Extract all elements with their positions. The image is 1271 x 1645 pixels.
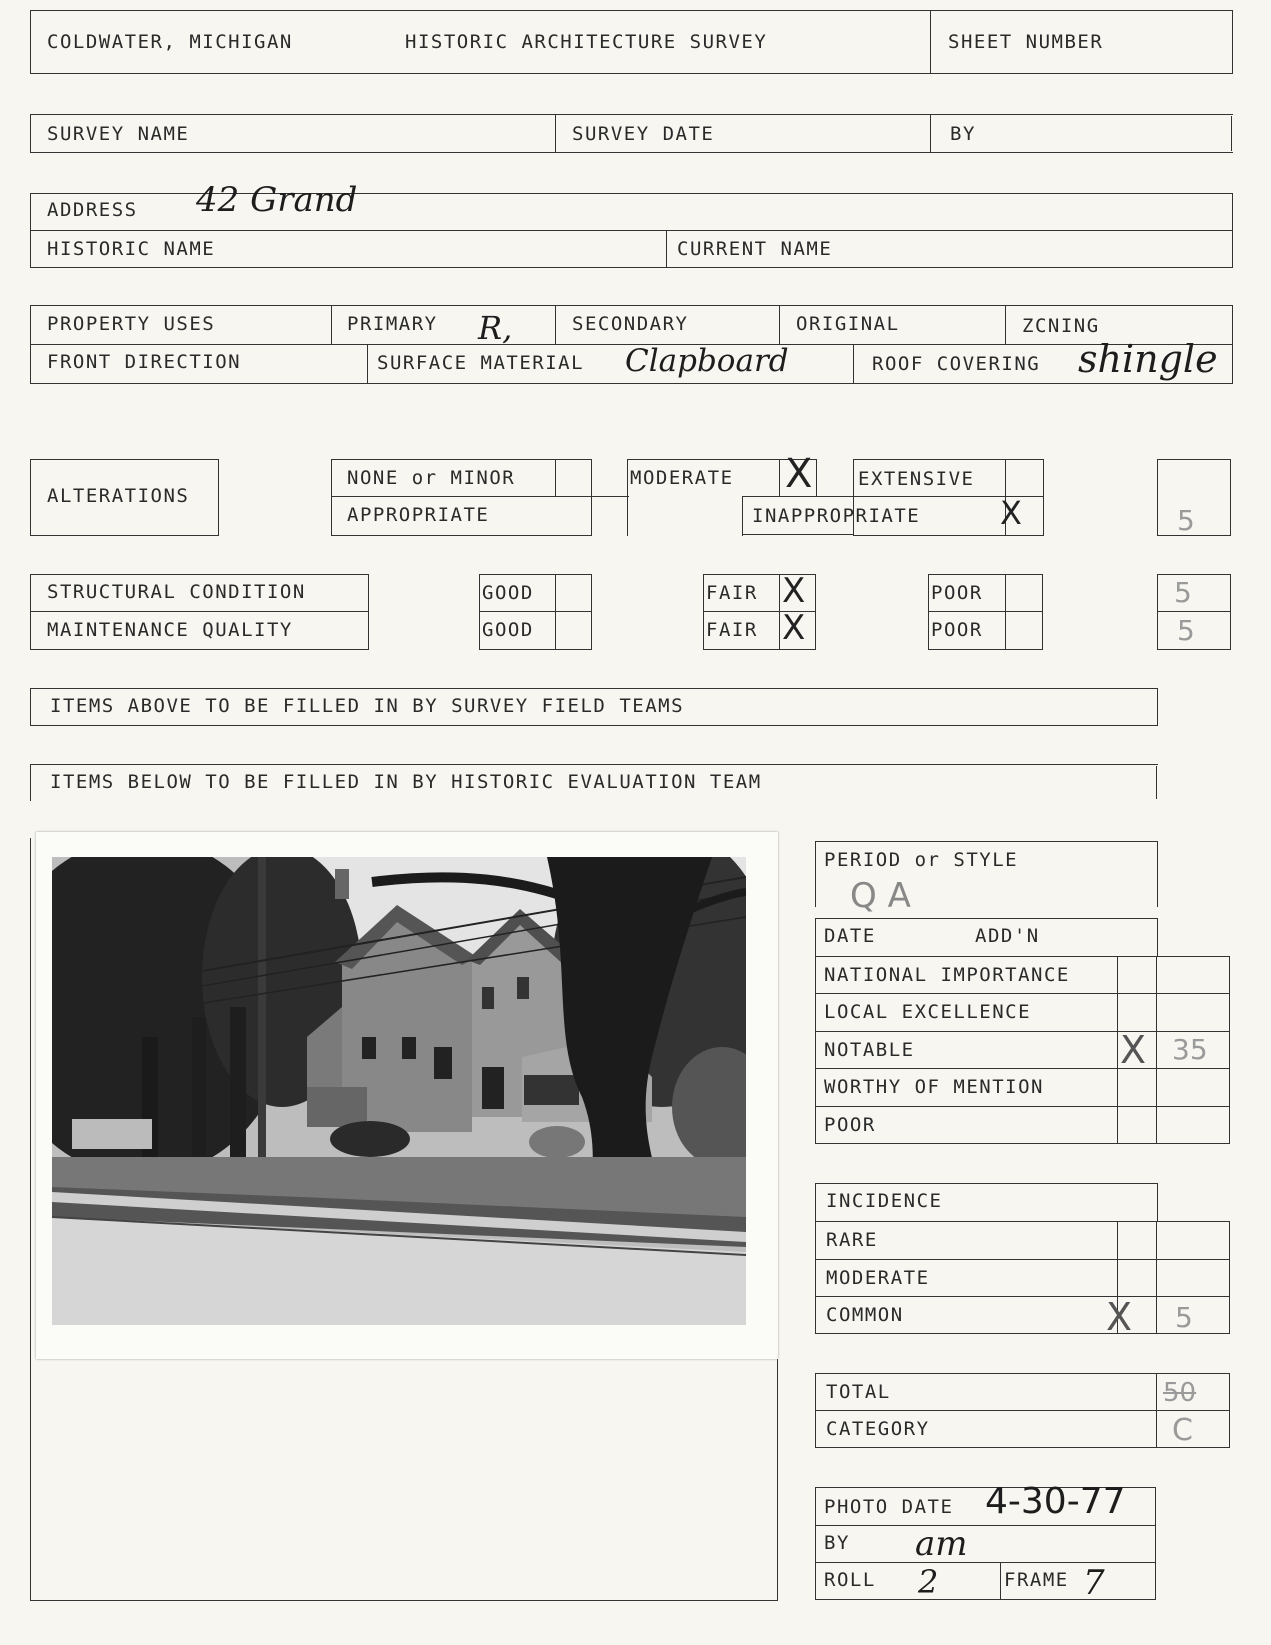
- survey-name-label: SURVEY NAME: [47, 123, 190, 145]
- survey-date-label: SURVEY DATE: [572, 123, 715, 145]
- maintenance-good-option: GOOD: [482, 619, 534, 641]
- good-check-divider: [555, 574, 556, 650]
- extensive-option: EXTENSIVE: [858, 468, 975, 490]
- national-importance-label: NATIONAL IMPORTANCE: [824, 964, 1070, 986]
- importance-row-1: [815, 993, 1230, 994]
- total-label: TOTAL: [826, 1381, 891, 1403]
- uses-divider-6: [853, 344, 854, 384]
- structural-condition-label: STRUCTURAL CONDITION: [47, 581, 306, 603]
- maintenance-quality-label: MAINTENANCE QUALITY: [47, 619, 293, 641]
- common-label: COMMON: [826, 1304, 904, 1326]
- maintenance-fair-option: FAIR: [706, 619, 758, 641]
- category-label: CATEGORY: [826, 1418, 930, 1440]
- photo-date-value: 4-30-77: [985, 1481, 1126, 1522]
- property-uses-label: PROPERTY USES: [47, 313, 216, 335]
- uses-divider-4: [1005, 305, 1006, 344]
- uses-divider-2: [555, 305, 556, 344]
- importance-row-3: [815, 1068, 1230, 1069]
- local-excellence-label: LOCAL EXCELLENCE: [824, 1001, 1032, 1023]
- totals-value-divider: [1156, 1373, 1157, 1448]
- period-style-value: Q A: [850, 876, 911, 916]
- evaluation-note-right: [1156, 766, 1157, 799]
- zoning-label: ZCNING: [1022, 315, 1100, 337]
- incidence-moderate-label: MODERATE: [826, 1267, 930, 1289]
- inappropriate-bottom-line: [742, 534, 853, 535]
- condition-row-divider: [30, 611, 369, 612]
- primary-value: R,: [478, 309, 513, 347]
- incidence-score-divider: [1156, 1221, 1157, 1334]
- structural-fair-check-mark: X: [782, 571, 806, 611]
- notable-label: NOTABLE: [824, 1039, 915, 1061]
- total-value: 50: [1163, 1378, 1197, 1408]
- sheet-number-label: SHEET NUMBER: [948, 31, 1104, 53]
- maintenance-fair-check-mark: X: [782, 608, 806, 648]
- eval-poor-label: POOR: [824, 1114, 876, 1136]
- none-minor-check-divider: [555, 459, 556, 496]
- evaluation-team-note: ITEMS BELOW TO BE FILLED IN BY HISTORIC EVALUATION TEAM: [50, 771, 762, 793]
- front-direction-label: FRONT DIRECTION: [47, 351, 242, 373]
- header-divider: [930, 10, 931, 74]
- inappropriate-left-line: [742, 496, 743, 536]
- house-photo: [52, 857, 746, 1325]
- roll-label: ROLL: [824, 1569, 876, 1591]
- names-divider: [666, 230, 667, 268]
- uses-divider-1: [331, 305, 332, 344]
- worthy-of-mention-label: WORTHY OF MENTION: [824, 1076, 1044, 1098]
- roll-frame-divider: [1000, 1562, 1001, 1600]
- none-minor-option: NONE or MINOR: [347, 467, 516, 489]
- addn-label: ADD'N: [975, 925, 1040, 947]
- alterations-label: ALTERATIONS: [47, 485, 190, 507]
- address-row-divider: [30, 230, 1233, 231]
- alterations-score: 5: [1177, 504, 1195, 537]
- inappropriate-option: INAPPROPRIATE: [752, 505, 921, 527]
- common-score: 5: [1175, 1301, 1193, 1334]
- uses-divider-3: [779, 305, 780, 344]
- notable-check-mark: X: [1120, 1028, 1147, 1072]
- photo-by-label: BY: [824, 1532, 850, 1554]
- photo-by-value: am: [915, 1524, 968, 1564]
- date-label: DATE: [824, 925, 876, 947]
- frame-value: 7: [1083, 1563, 1105, 1603]
- category-value: C: [1172, 1413, 1193, 1448]
- maintenance-score: 5: [1177, 614, 1195, 647]
- inappropriate-check-mark: X: [1000, 494, 1022, 532]
- fair-check-divider: [779, 574, 780, 650]
- appropriate-option: APPROPRIATE: [347, 504, 490, 526]
- roll-value: 2: [918, 1563, 939, 1601]
- common-check-mark: X: [1106, 1295, 1133, 1339]
- structural-poor-option: POOR: [931, 582, 983, 604]
- current-name-label: CURRENT NAME: [677, 238, 833, 260]
- importance-row-2: [815, 1031, 1230, 1032]
- none-minor-row-divider: [331, 496, 629, 497]
- structural-fair-option: FAIR: [706, 582, 758, 604]
- incidence-row-1: [815, 1259, 1230, 1260]
- moderate-right-divider: [816, 459, 817, 496]
- address-label: ADDRESS: [47, 199, 138, 221]
- address-value: 42 Grand: [196, 180, 358, 220]
- inappropriate-top-line: [742, 496, 1044, 497]
- incidence-row-2: [815, 1296, 1230, 1297]
- condition-score-divider: [1157, 611, 1231, 612]
- photo-date-label: PHOTO DATE: [824, 1496, 954, 1518]
- rare-label: RARE: [826, 1229, 878, 1251]
- surface-material-value: Clapboard: [625, 343, 789, 379]
- historic-name-label: HISTORIC NAME: [47, 238, 216, 260]
- survey-right-tick: [1231, 116, 1232, 151]
- period-style-label: PERIOD or STYLE: [824, 849, 1019, 871]
- location-label: COLDWATER, MICHIGAN: [47, 31, 293, 53]
- maintenance-poor-option: POOR: [931, 619, 983, 641]
- evaluation-note-top: [30, 764, 1158, 765]
- form-title: HISTORIC ARCHITECTURE SURVEY: [405, 31, 768, 53]
- original-label: ORIGINAL: [796, 313, 900, 335]
- survey-divider-1: [555, 114, 556, 153]
- photo-info-row-1: [815, 1525, 1156, 1526]
- good-row-divider: [479, 611, 592, 612]
- importance-check-divider: [1117, 956, 1118, 1144]
- structural-good-option: GOOD: [482, 582, 534, 604]
- importance-row-4: [815, 1106, 1230, 1107]
- survey-by-label: BY: [950, 123, 976, 145]
- totals-row-divider: [815, 1410, 1230, 1411]
- poor-check-divider: [1005, 574, 1006, 650]
- moderate-check-mark: X: [785, 451, 813, 497]
- field-team-note: ITEMS ABOVE TO BE FILLED IN BY SURVEY FIELD TEAMS: [50, 695, 685, 717]
- poor-row-divider: [928, 611, 1043, 612]
- secondary-label: SECONDARY: [572, 313, 689, 335]
- surface-material-label: SURFACE MATERIAL: [377, 352, 585, 374]
- moderate-check-divider: [779, 459, 780, 496]
- evaluation-note-left: [30, 764, 31, 801]
- importance-score-divider: [1156, 956, 1157, 1144]
- primary-label: PRIMARY: [347, 313, 438, 335]
- frame-label: FRAME: [1004, 1569, 1069, 1591]
- uses-divider-5: [367, 344, 368, 384]
- notable-score: 35: [1172, 1033, 1208, 1066]
- roof-covering-value: shingle: [1078, 337, 1218, 381]
- incidence-label: INCIDENCE: [826, 1190, 943, 1212]
- survey-divider-2: [930, 114, 931, 153]
- structural-score: 5: [1174, 576, 1192, 609]
- roof-covering-label: ROOF COVERING: [872, 353, 1041, 375]
- moderate-option: MODERATE: [630, 467, 734, 489]
